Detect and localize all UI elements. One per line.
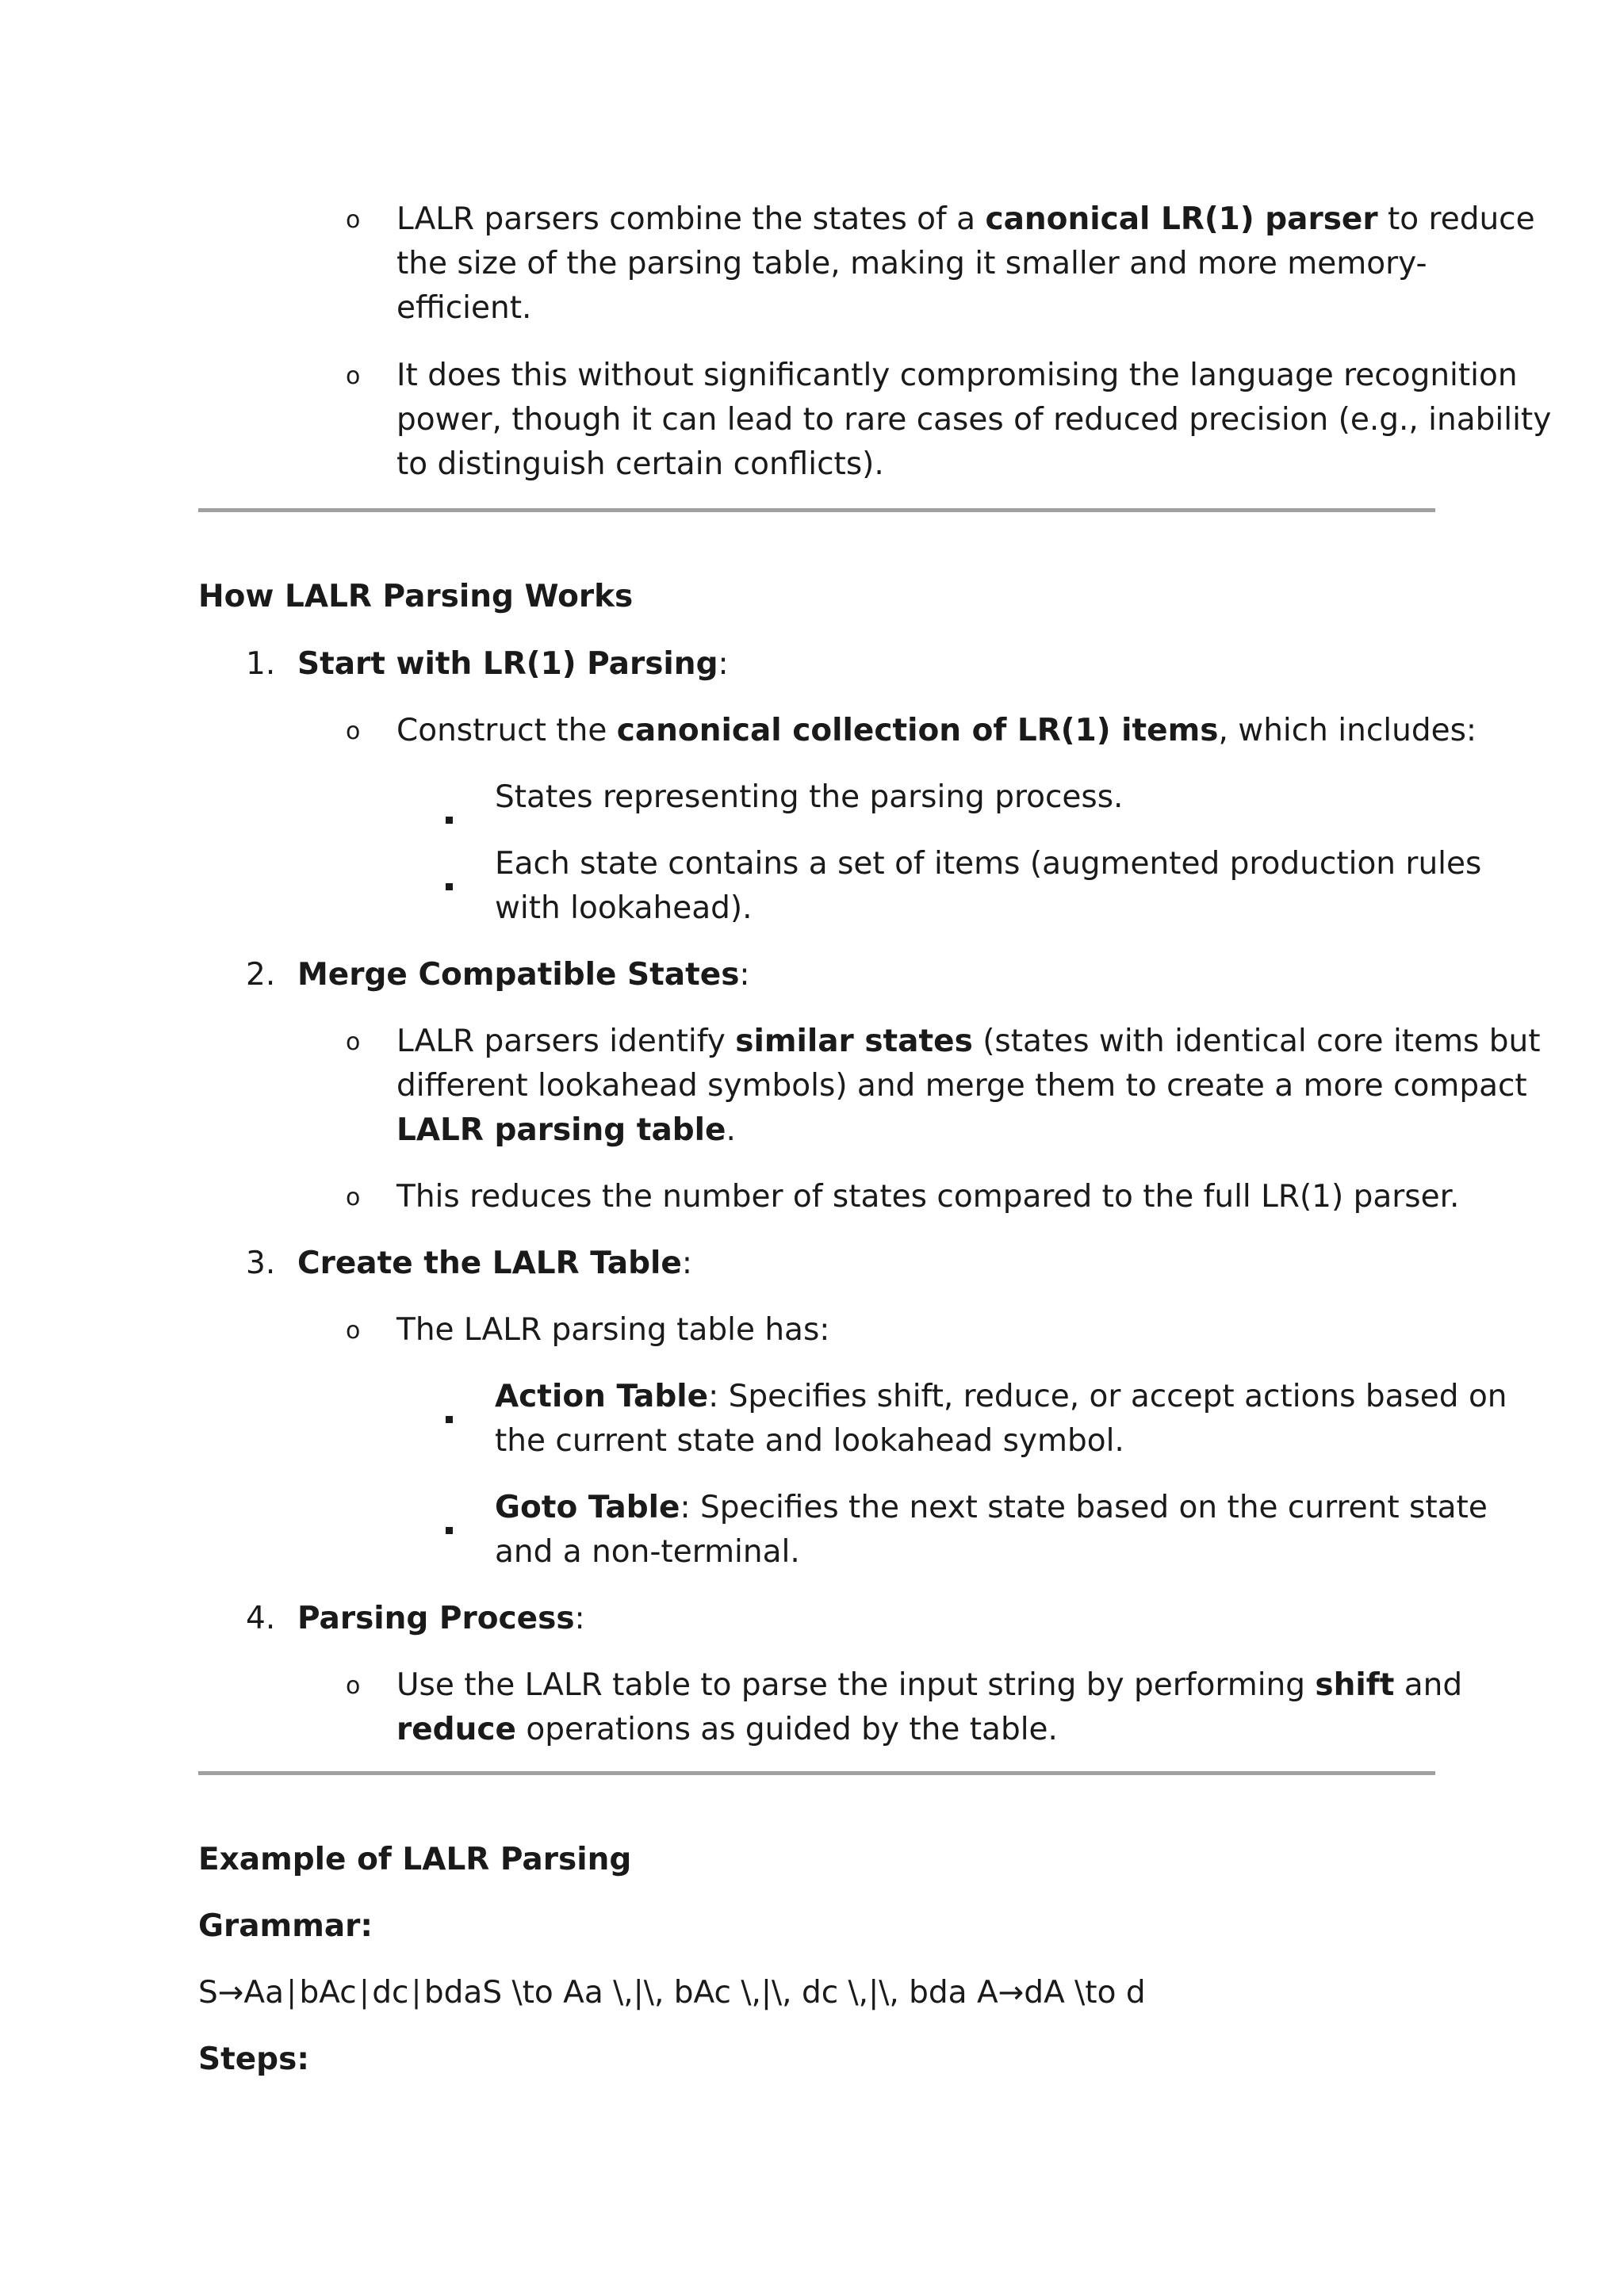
section-divider [198,508,1435,512]
intro-bullet-2-line-3: to distinguish certain conflicts). [396,446,884,482]
step-2-number: 2. [246,957,276,993]
intro-bullet-2-line-2: power, though it can lead to rare cases of reduced precision (e.g., inability [396,402,1552,438]
bullet-circle-icon: o [346,1672,361,1700]
step-3-title: Create the LALR Table: [297,1246,692,1281]
step-3-subbullet-2-line-2: and a non-terminal. [495,1534,800,1570]
step-2-bullet-1-line-1: LALR parsers identify similar states (states with identical core items but [396,1024,1541,1059]
section-heading-how: How LALR Parsing Works [198,579,634,614]
bullet-circle-icon: o [346,1317,361,1345]
bullet-square-icon [446,1502,453,1547]
step-2-title: Merge Compatible States: [297,957,750,993]
step-1-number: 1. [246,646,276,682]
step-2-bullet-2: This reduces the number of states compared to the full LR(1) parser. [396,1179,1460,1215]
steps-label: Steps: [198,2042,309,2077]
bullet-square-icon [446,859,453,903]
section-divider [198,1771,1435,1775]
intro-bullet-1-line-1: LALR parsers combine the states of a canonical LR(1) parser to reduce [396,201,1535,237]
bullet-circle-icon: o [346,1184,361,1211]
section-heading-example: Example of LALR Parsing [198,1842,632,1877]
step-1-title: Start with LR(1) Parsing: [297,646,729,682]
step-3-subbullet-1-line-1: Action Table: Specifies shift, reduce, or accept actions based on [495,1379,1507,1414]
step-3-subbullet-2-line-1: Goto Table: Specifies the next state based on the current state [495,1490,1488,1525]
intro-bullet-2-line-1: It does this without significantly compromising the language recognition [396,358,1518,393]
bullet-circle-icon: o [346,1028,361,1056]
grammar-label: Grammar: [198,1908,373,1944]
bullet-square-icon [446,1391,453,1436]
bullet-circle-icon: o [346,718,361,745]
step-3-bullet-1: The LALR parsing table has: [396,1312,830,1348]
step-2-bullet-1-line-2: different lookahead symbols) and merge them to create a more compact [396,1068,1527,1104]
bullet-circle-icon: o [346,206,361,234]
bullet-circle-icon: o [346,362,361,390]
step-4-title: Parsing Process: [297,1601,585,1636]
step-1-subbullet-1: States representing the parsing process. [495,779,1124,815]
grammar-rules: S→Aa∣bAc∣dc∣bdaS \to Aa \,|\, bAc \,|\, dc \,|\, bda A→dA \to d [198,1975,1146,2011]
step-1-subbullet-2-line-2: with lookahead). [495,890,753,926]
step-3-number: 3. [246,1246,276,1281]
step-1-subbullet-2-line-1: Each state contains a set of items (augmented production rules [495,846,1482,882]
step-2-bullet-1-line-3: LALR parsing table. [396,1112,736,1148]
step-4-number: 4. [246,1601,276,1636]
step-4-bullet-1-line-2: reduce operations as guided by the table. [396,1712,1058,1747]
intro-bullet-1-line-2: the size of the parsing table, making it smaller and more memory- [396,246,1427,281]
bullet-square-icon [446,792,453,836]
intro-bullet-1-line-3: efficient. [396,290,532,326]
step-4-bullet-1-line-1: Use the LALR table to parse the input string by performing shift and [396,1667,1463,1703]
step-3-subbullet-1-line-2: the current state and lookahead symbol. [495,1423,1124,1459]
step-1-bullet-1: Construct the canonical collection of LR(1) items, which includes: [396,713,1477,748]
